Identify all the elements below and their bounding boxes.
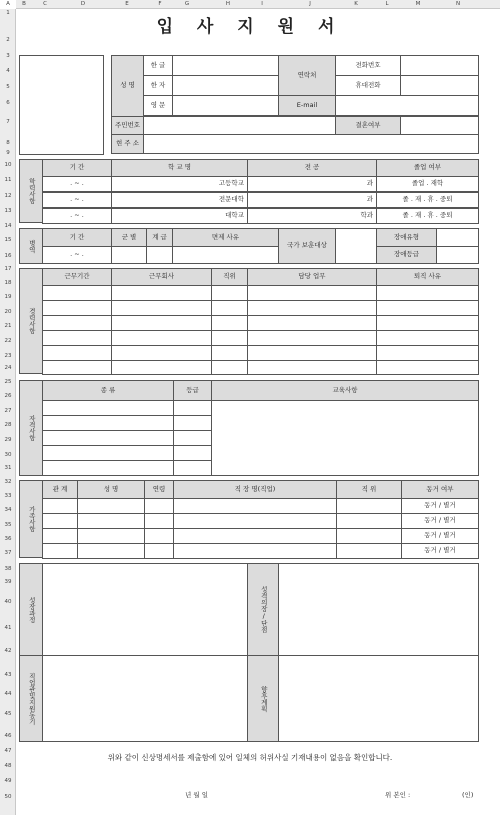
duty-field[interactable] [247, 360, 377, 375]
mobile-field[interactable] [400, 75, 479, 96]
row-header: 32 [4, 479, 12, 485]
row-header: 23 [4, 353, 12, 359]
future-plan-label: 향후계획 [247, 655, 279, 742]
career-section-label: 경력사항 [19, 268, 43, 374]
motivation-field[interactable] [42, 655, 248, 742]
column-header: A [6, 1, 10, 7]
marital-status-field[interactable] [400, 116, 479, 135]
phone-label: 전화번호 [335, 55, 401, 76]
school-name-field[interactable]: 전문대학 [111, 192, 248, 208]
company-field[interactable] [111, 345, 212, 361]
living-together-field[interactable]: 동거 / 별거 [401, 543, 479, 559]
row-header: 2 [6, 37, 10, 43]
veteran-label: 국가 보훈대상 [278, 228, 336, 264]
address-label: 현 주 소 [111, 134, 144, 154]
branch-field[interactable] [111, 246, 147, 264]
row-header: 33 [4, 493, 12, 499]
declaration-text: 위와 같이 신상명세서를 제출함에 있어 일체의 허위사실 기재내용이 없음을 확인합니다. [107, 753, 393, 762]
disability-type-label: 장애유형 [376, 228, 437, 247]
mobile-label: 휴대전화 [335, 75, 401, 96]
duty-field[interactable] [247, 330, 377, 346]
family-name-field[interactable] [77, 543, 145, 559]
row-header: 24 [4, 365, 12, 371]
photo-box[interactable] [19, 55, 104, 155]
license-section-label: 자격사항 [19, 380, 43, 476]
row-header: 41 [4, 625, 12, 631]
duty-field[interactable] [247, 285, 377, 301]
relation-field[interactable] [42, 528, 78, 544]
career-position-field[interactable] [211, 330, 248, 346]
duty-field[interactable] [247, 300, 377, 316]
row-header: 26 [4, 393, 12, 399]
disability-grade-label: 장애등급 [376, 246, 437, 264]
relation-field[interactable] [42, 513, 78, 529]
career-position-field[interactable] [211, 285, 248, 301]
workplace-field[interactable] [173, 543, 337, 559]
duty-header: 담당 업무 [247, 268, 377, 286]
education-period-field[interactable]: . ~ . [42, 192, 112, 208]
work-period-header: 근무기간 [42, 268, 112, 286]
column-header: K [354, 1, 358, 7]
work-period-field[interactable] [42, 300, 112, 316]
education-period-header: 기 간 [42, 159, 112, 177]
school-name-field[interactable]: 고등학교 [111, 176, 248, 192]
row-header: 35 [4, 522, 12, 528]
license-kind-field[interactable] [42, 415, 174, 431]
row-header: 15 [4, 237, 12, 243]
company-field[interactable] [111, 360, 212, 375]
column-header: M [415, 1, 421, 7]
personality-label: 성격의장/단점 [247, 563, 279, 656]
row-header: 48 [4, 763, 12, 769]
column-header: N [455, 1, 461, 7]
company-field[interactable] [111, 330, 212, 346]
disability-type-field[interactable] [436, 228, 479, 247]
disability-grade-field[interactable] [436, 246, 479, 264]
row-header: 43 [4, 672, 12, 678]
age-field[interactable] [144, 543, 174, 559]
row-header: 3 [6, 53, 10, 59]
age-field[interactable] [144, 528, 174, 544]
row-header: 40 [4, 599, 12, 605]
motivation-label: 직업관및지원동기 [19, 655, 43, 742]
license-kind-field[interactable] [42, 460, 174, 476]
contact-label: 연락처 [278, 55, 336, 96]
row-header: 10 [4, 162, 12, 168]
row-header: 50 [4, 794, 12, 800]
age-field[interactable] [144, 498, 174, 514]
column-header: D [80, 1, 86, 7]
row-header: 11 [4, 177, 12, 183]
veteran-field[interactable] [335, 228, 377, 264]
training-header: 교육사항 [211, 380, 479, 401]
exemption-field[interactable] [172, 246, 279, 264]
duty-field[interactable] [247, 315, 377, 331]
row-header: 6 [6, 100, 10, 106]
row-header: 9 [6, 150, 10, 156]
leave-reason-field[interactable] [376, 315, 479, 331]
relation-field[interactable] [42, 498, 78, 514]
license-kind-header: 종 류 [42, 380, 174, 401]
leave-reason-field[interactable] [376, 360, 479, 375]
row-header: 46 [4, 733, 12, 739]
column-header: C [43, 1, 47, 7]
row-header: 5 [6, 84, 10, 90]
major-field[interactable]: 학과 [247, 208, 377, 224]
workplace-field[interactable] [173, 513, 337, 529]
row-header: 25 [4, 379, 12, 385]
column-header: J [309, 1, 311, 7]
row-header: 12 [4, 193, 12, 199]
address-field[interactable] [143, 134, 479, 154]
leave-reason-field[interactable] [376, 345, 479, 361]
row-header: 30 [4, 452, 12, 458]
date-line[interactable]: 년 월 일 [185, 791, 208, 799]
license-grade-field[interactable] [173, 400, 212, 416]
family-name-field[interactable] [77, 528, 145, 544]
major-header: 전 공 [247, 159, 377, 177]
family-position-field[interactable] [336, 513, 402, 529]
leave-reason-field[interactable] [376, 285, 479, 301]
future-plan-field[interactable] [278, 655, 479, 742]
row-header: 38 [4, 566, 12, 572]
license-kind-field[interactable] [42, 430, 174, 446]
row-header: 8 [6, 140, 10, 146]
family-name-header: 성 명 [77, 480, 145, 499]
page-title: 입 사 지 원 서 [156, 17, 344, 37]
living-together-field[interactable]: 동거 / 별거 [401, 513, 479, 529]
seal-label: (인) [462, 791, 474, 799]
work-period-field[interactable] [42, 345, 112, 361]
korean-name-field[interactable] [172, 55, 279, 76]
rank-field[interactable] [146, 246, 173, 264]
career-position-field[interactable] [211, 300, 248, 316]
license-grade-field[interactable] [173, 415, 212, 431]
graduation-field[interactable]: 졸업 . 재학 [376, 176, 479, 192]
name-label: 성 명 [111, 55, 144, 117]
license-kind-field[interactable] [42, 400, 174, 416]
company-field[interactable] [111, 315, 212, 331]
row-header: 14 [4, 223, 12, 229]
row-header: 18 [4, 280, 12, 286]
column-header: H [225, 1, 231, 7]
career-position-field[interactable] [211, 360, 248, 375]
leave-reason-field[interactable] [376, 300, 479, 316]
row-header: 31 [4, 465, 12, 471]
email-field[interactable] [335, 95, 479, 116]
row-header: 29 [4, 437, 12, 443]
military-section-label: 병역 [19, 228, 43, 264]
row-header: 45 [4, 711, 12, 717]
company-field[interactable] [111, 285, 212, 301]
company-header: 근무회사 [111, 268, 212, 286]
english-label: 영 문 [143, 95, 173, 116]
exemption-header: 면제 사유 [172, 228, 279, 247]
leave-reason-header: 퇴직 사유 [376, 268, 479, 286]
workplace-field[interactable] [173, 528, 337, 544]
work-period-field[interactable] [42, 360, 112, 375]
major-field[interactable]: 과 [247, 176, 377, 192]
marital-status-label: 결혼여부 [335, 116, 401, 135]
age-header: 연령 [144, 480, 174, 499]
row-header: 36 [4, 536, 12, 542]
family-section-label: 가족사항 [19, 480, 43, 558]
school-name-field[interactable]: 대학교 [111, 208, 248, 224]
growth-label: 성장과정 [19, 563, 43, 656]
row-header: 37 [4, 550, 12, 556]
duty-field[interactable] [247, 345, 377, 361]
license-grade-field[interactable] [173, 445, 212, 461]
graduation-header: 졸업 여부 [376, 159, 479, 177]
work-period-field[interactable] [42, 315, 112, 331]
row-header: 22 [4, 338, 12, 344]
military-period-field[interactable]: . ~ . [42, 246, 112, 264]
column-header: G [184, 1, 190, 7]
rank-header: 계 급 [146, 228, 173, 247]
row-header: 49 [4, 778, 12, 784]
row-header: 47 [4, 748, 12, 754]
graduation-field[interactable]: 졸 . 재 . 휴 . 중퇴 [376, 192, 479, 208]
family-name-field[interactable] [77, 513, 145, 529]
row-header: 4 [6, 68, 10, 74]
age-field[interactable] [144, 513, 174, 529]
family-position-header: 직 위 [336, 480, 402, 499]
row-header: 17 [4, 266, 12, 272]
resident-number-field[interactable] [143, 116, 336, 135]
row-header: 42 [4, 648, 12, 654]
korean-label: 한 글 [143, 55, 173, 76]
row-header: 1 [6, 10, 10, 16]
license-grade-field[interactable] [173, 430, 212, 446]
workplace-field[interactable] [173, 498, 337, 514]
column-header: F [158, 1, 162, 7]
row-header: 28 [4, 422, 12, 428]
license-kind-field[interactable] [42, 445, 174, 461]
training-field[interactable] [211, 400, 479, 476]
relation-header: 관 계 [42, 480, 78, 499]
relation-field[interactable] [42, 543, 78, 559]
row-header: 27 [4, 408, 12, 414]
company-field[interactable] [111, 300, 212, 316]
resident-number-label: 주민번호 [111, 116, 144, 135]
column-header: E [125, 1, 129, 7]
education-period-field[interactable]: . ~ . [42, 176, 112, 192]
major-field[interactable]: 과 [247, 192, 377, 208]
school-name-header: 학 교 명 [111, 159, 248, 177]
column-header: B [22, 1, 26, 7]
living-together-field[interactable]: 동거 / 별거 [401, 498, 479, 514]
family-position-field[interactable] [336, 543, 402, 559]
family-name-field[interactable] [77, 498, 145, 514]
column-header: I [261, 1, 263, 7]
row-header: 16 [4, 253, 12, 259]
work-period-field[interactable] [42, 285, 112, 301]
living-together-header: 동거 여부 [401, 480, 479, 499]
row-header: 7 [6, 119, 10, 125]
hanja-name-field[interactable] [172, 75, 279, 96]
workplace-header: 직 장 명(직업) [173, 480, 337, 499]
row-header: 13 [4, 208, 12, 214]
phone-field[interactable] [400, 55, 479, 76]
column-header: L [385, 1, 389, 7]
row-header: 34 [4, 507, 12, 513]
signer-label: 위 본인 : [385, 791, 411, 799]
english-name-field[interactable] [172, 95, 279, 116]
row-header: 20 [4, 309, 12, 315]
license-grade-header: 등급 [173, 380, 212, 401]
email-label: E-mail [278, 95, 336, 116]
row-header: 39 [4, 579, 12, 585]
career-position-field[interactable] [211, 315, 248, 331]
leave-reason-field[interactable] [376, 330, 479, 346]
row-header: 44 [4, 691, 12, 697]
row-header: 19 [4, 294, 12, 300]
education-section-label: 학력사항 [19, 159, 43, 223]
career-position-field[interactable] [211, 345, 248, 361]
license-grade-field[interactable] [173, 460, 212, 476]
growth-field[interactable] [42, 563, 248, 656]
branch-header: 군 별 [111, 228, 147, 247]
military-period-header: 기 간 [42, 228, 112, 247]
living-together-field[interactable]: 동거 / 별거 [401, 528, 479, 544]
education-period-field[interactable]: . ~ . [42, 208, 112, 224]
graduation-field[interactable]: 졸 . 재 . 휴 . 중퇴 [376, 208, 479, 224]
hanja-label: 한 자 [143, 75, 173, 96]
career-position-header: 직위 [211, 268, 248, 286]
family-position-field[interactable] [336, 498, 402, 514]
row-header: 21 [4, 323, 12, 329]
work-period-field[interactable] [42, 330, 112, 346]
personality-field[interactable] [278, 563, 479, 656]
family-position-field[interactable] [336, 528, 402, 544]
